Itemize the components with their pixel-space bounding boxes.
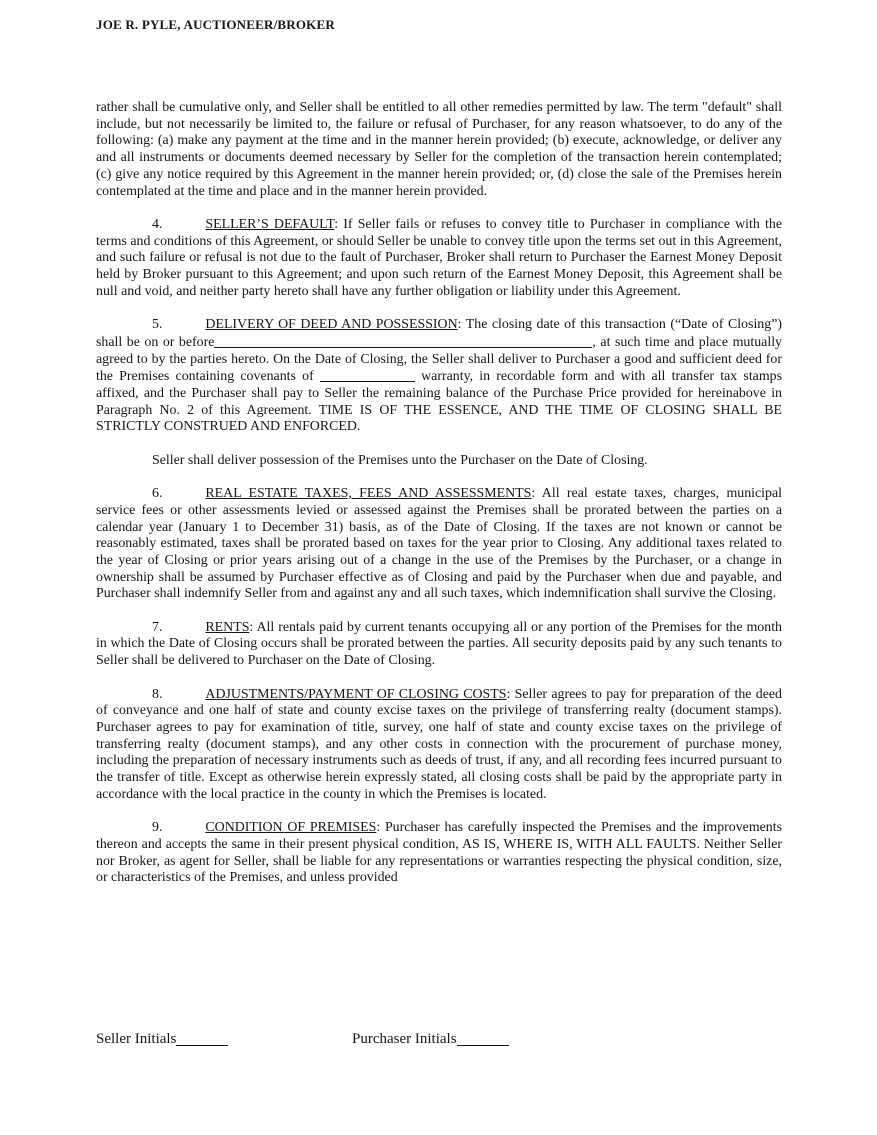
- section-8-text: : Seller agrees to pay for preparation of the deed of conveyance and one half of state and county excise taxes on the privilege of transferring realty (document stamps). Purchaser agrees to pay for examination of title, survey, one half of state and county excise taxes on the privilege of transferring realty (document stamps), and any other costs in connection with the procurement of purchase money, including the preparation of necessary instruments such as deeds of trust, if any, and all recording fees incurred pursuant to the transfer of title. Except as otherwise herein expressly stated, all closing costs shall be paid by the appropriate party in accordance with the local practice in the county in which the Premises is located.: [96, 686, 782, 802]
- section-5-number: 5.: [152, 317, 163, 333]
- document-body: [96, 100, 782, 904]
- section-7-paragraph: [96, 620, 782, 670]
- document-header-title: JOE R. PYLE, AUCTIONEER/BROKER: [96, 17, 335, 32]
- possession-paragraph-text: Seller shall deliver possession of the Premises unto the Purchaser on the Date of Closing.: [152, 452, 648, 468]
- section-8-paragraph: [96, 687, 782, 804]
- section-9-number: 9.: [152, 820, 163, 836]
- intro-paragraph: [96, 100, 782, 200]
- intro-paragraph-text: rather shall be cumulative only, and Seller shall be entitled to all other remedies permitted by law. The term "default" shall include, but not necessarily be limited to, the failure or refusal of Purchaser, for any reason whatsoever, to do any of the following: (a) make any payment at the time and in the manner herein provided; (b) execute, acknowledge, or deliver any and all instruments or documents deemed necessary by Seller for the completion of the transaction herein contemplated; (c) give any notice required by this Agreement in the manner herein provided; or, (d) close the sale of the Premises herein contemplated at the time and place and in the manner herein provided.: [96, 100, 782, 199]
- purchaser-initials-blank: [457, 1033, 509, 1046]
- section-6-number: 6.: [152, 486, 163, 502]
- seller-initials-blank: [176, 1033, 228, 1046]
- purchaser-initials-group: [352, 1030, 509, 1048]
- section-6-paragraph: [96, 486, 782, 603]
- section-5-paragraph: [96, 317, 782, 436]
- section-6-text: : All real estate taxes, charges, municipal service fees or other assessments levied or assessed against the Premises shall be prorated between the parties on a calendar year (January 1 to December 31) basis, as of the Date of Closing. If the taxes are not known or cannot be reasonably estimated, taxes shall be prorated based on taxes for the year prior to Closing. Any additional taxes related to the year of Closing or prior years arising out of a change in the use of the Premises by the Purchaser, or a change in ownership shall be assumed by Purchaser effective as of Closing and paid by the Purchaser when due and payable, and Purchaser shall indemnify Seller from and against any and all such taxes, which indemnification shall survive the Closing.: [96, 486, 782, 602]
- section-4-paragraph: [96, 217, 782, 301]
- section-4-heading: SELLER’S DEFAULT: [205, 216, 335, 232]
- section-9-text: : Purchaser has carefully inspected the Premises and the improvements thereon and accepts the same in their present physical condition, AS IS, WHERE IS, WITH ALL FAULTS. Neither Seller nor Broker, as agent for Seller, shall be liable for any representations or warranties respecting the physical condition, size, or characteristics of the Premises, and unless provided: [96, 820, 782, 886]
- section-8-heading: ADJUSTMENTS/PAYMENT OF CLOSING COSTS: [205, 686, 507, 702]
- section-5-text-1: : The closing date of this transaction (“Date of Closing”) shall be on or before: [96, 317, 782, 350]
- section-5-text-2: , at such time and place mutually agreed to by the parties hereto. On the Date of Closing, the Seller shall deliver to Purchaser a good and sufficient deed for the Premises containing covenants of: [96, 334, 783, 385]
- section-7-number: 7.: [152, 619, 163, 635]
- section-7-heading: RENTS: [205, 619, 250, 635]
- section-8-number: 8.: [152, 686, 163, 702]
- warranty-type-blank: [320, 370, 415, 382]
- section-7-text: : All rentals paid by current tenants occupying all or any portion of the Premises for the month in which the Date of Closing occurs shall be prorated between the parties. All security deposits paid by any such tenants to Seller shall be delivered to Purchaser on the Date of Closing.: [96, 619, 782, 669]
- section-4-number: 4.: [152, 216, 163, 232]
- seller-initials-group: [96, 1030, 228, 1048]
- date-of-closing-blank: [214, 336, 592, 348]
- section-9-heading: CONDITION OF PREMISES: [205, 820, 377, 836]
- section-4-text: : If Seller fails or refuses to convey title to Purchaser in compliance with the terms and conditions of this Agreement, or should Seller be unable to convey title upon the terms set out in this Agreement, and such failure or refusal is not due to the fault of Purchaser, Broker shall return to Purchaser the Earnest Money Deposit held by Broker pursuant to this Agreement; and upon such return of the Earnest Money Deposit, this Agreement shall be null and void, and neither party hereto shall have any further obligation or liability under this Agreement.: [96, 216, 782, 299]
- section-6-heading: REAL ESTATE TAXES, FEES AND ASSESSMENTS: [205, 486, 532, 502]
- seller-initials-label: Seller Initials: [96, 1031, 177, 1047]
- purchaser-initials-label: Purchaser Initials: [352, 1031, 457, 1047]
- section-5-heading: DELIVERY OF DEED AND POSSESSION: [205, 317, 458, 333]
- section-9-paragraph: [96, 820, 782, 887]
- section-5-text-3: warranty, in recordable form and with all transfer tax stamps affixed, and the Purchaser shall pay to Seller the remaining balance of the Purchase Price provided for hereinabove in Paragraph No. 2 of this Agreement. TIME IS OF THE ESSENCE, AND THE TIME OF CLOSING SHALL BE STRICTLY CONSTRUED AND ENFORCED.: [96, 369, 782, 435]
- possession-paragraph: [96, 453, 782, 470]
